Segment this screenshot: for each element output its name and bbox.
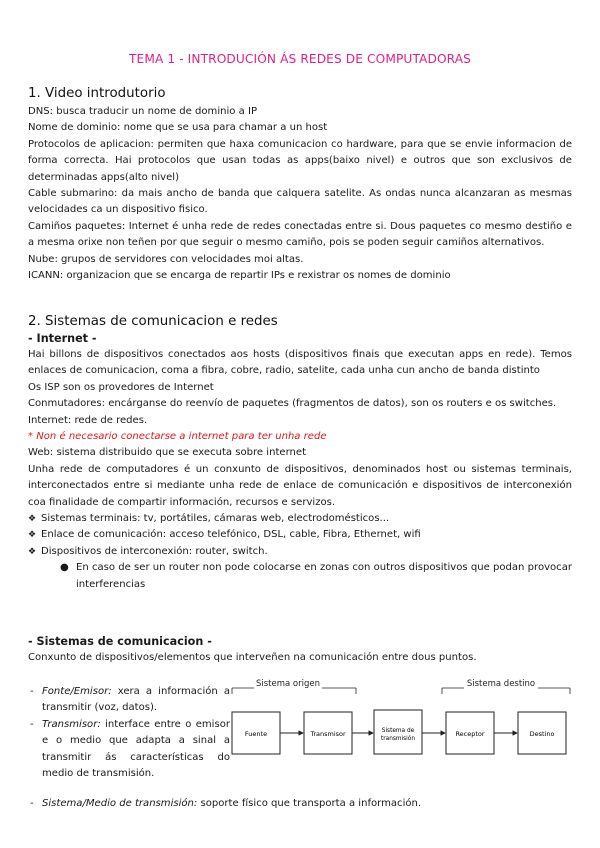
medium-item-wrap [28, 796, 572, 812]
diamond-bullet-icon: ❖ [28, 546, 37, 557]
systems-definition: Conxunto de dispositivos/elementos que interveñen na comunicación entre dous puntos. [28, 652, 477, 663]
network-definition: Unha rede de computadores é un conxunto de dispositivos, denominados host ou sistemas terminais, interconectados entre si mediante unha rede de enlace de comunicación e dispositivos de interconexión coa finalidade de compartir información, recursos e servizos. [28, 463, 572, 508]
transmitter-item: - Transmisor: interface entre o emisor e o medio que adapta a sinal a transmitir ás características do medio de transmisión. [30, 718, 230, 780]
destination-label: Sistema destino [466, 679, 536, 689]
transmitter-box-label: Transmisor [310, 730, 346, 738]
section-1-body [28, 104, 572, 284]
internet-subheading: - Internet - [28, 332, 97, 345]
origin-label: Sistema origen [255, 679, 321, 689]
internet-paragraph: Hai billons de dispositivos conectados aos hosts (dispositivos finais que executan apps en rede). Temos enlaces de comunicacion, coma a fibra, cobre, radio, satelite, cada unha cun ancho de banda distinto [28, 349, 572, 377]
document-title: TEMA 1 - INTRODUCIÓN ÁS REDES DE COMPUTADORAS [129, 52, 471, 66]
medium-item: - Sistema/Medio de transmisión: soporte físico que transporta a información. [30, 798, 422, 809]
cloud-paragraph: Nube: grupos de servidores con velocidades moi altas. [28, 253, 304, 265]
receiver-box-label: Receptor [455, 730, 485, 738]
icann-paragraph: ICANN: organizacion que se encarga de repartir IPs e rexistrar os nomes de dominio [28, 270, 451, 282]
dot-bullet-icon: ● [60, 562, 69, 574]
network-note: * Non é necesario conectarse a internet para ter unha rede [28, 431, 327, 443]
diamond-bullet-icon: ❖ [28, 530, 37, 541]
switches-paragraph: Conmutadores: encárganse do reenvío de paquetes (fragmentos de datos), son os routers e os switches. [28, 398, 557, 410]
web-paragraph: Web: sistema distribuido que se executa sobre internet [28, 447, 307, 459]
section-1-heading: 1. Video introdutorio [28, 86, 166, 101]
dns-paragraph: DNS: busca traducir un nome de dominio a IP [28, 106, 258, 117]
systems-subheading: - Sistemas de comunicacion - [28, 635, 212, 648]
bullet-item: ❖ Sistemas terminais: tv, portátiles, cámaras web, electrodomésticos... [28, 511, 572, 527]
section-2-body [28, 331, 572, 593]
medium-box-label: Sistema de transmisión [380, 728, 416, 742]
cable-paragraph: Cable submarino: da mais ancho de banda que calquera satelite. As ondas nunca alcanzaran as mesmas velocidades ca un dispositivo fisico. [28, 188, 572, 216]
bullet-item: ❖ Dispositivos de interconexión: router, switch. [28, 544, 572, 560]
packets-paragraph: Camiños paquetes: Internet é unha rede de redes conectadas entre si. Dous paquetes co mesmo destiño e a mesma orixe non teñen por que seguir o mesmo camiño, pois se poden seguir camiños alternativos. [28, 220, 572, 249]
sub-bullet-item: ● En caso de ser un router non pode colocarse en zonas con outros dispositivos que podan provocar interferencias [60, 562, 572, 590]
protocols-paragraph: Protocolos de aplicacion: permiten que haxa comunicacion co hardware, para que se envie informacion de forma correcta. Hai protocolos que usan todas as apps(baixo nivel) e outros que son exclusivos de determinadas apps(alto nivel) [28, 138, 572, 183]
communication-diagram [226, 674, 576, 786]
internet-definition: Internet: rede de redes. [28, 414, 148, 426]
domain-paragraph: Nome de dominio: nome que se usa para chamar a un host [28, 122, 328, 134]
destination-box-label: Destino [529, 730, 555, 738]
diamond-bullet-icon: ❖ [28, 514, 37, 525]
components-list [28, 684, 230, 782]
source-item: - Fonte/Emisor: xera a información a transmitir (voz, datos). [30, 686, 230, 714]
source-box-label: Fuente [244, 730, 268, 738]
isp-paragraph: Os ISP son os provedores de Internet [28, 381, 214, 393]
section-2-heading: 2. Sistemas de comunicacion e redes [28, 314, 278, 329]
communication-systems [28, 634, 572, 666]
bullet-item: ❖ Enlace de comunicación: acceso telefónico, DSL, cable, Fibra, Ethernet, wifi [28, 527, 572, 543]
